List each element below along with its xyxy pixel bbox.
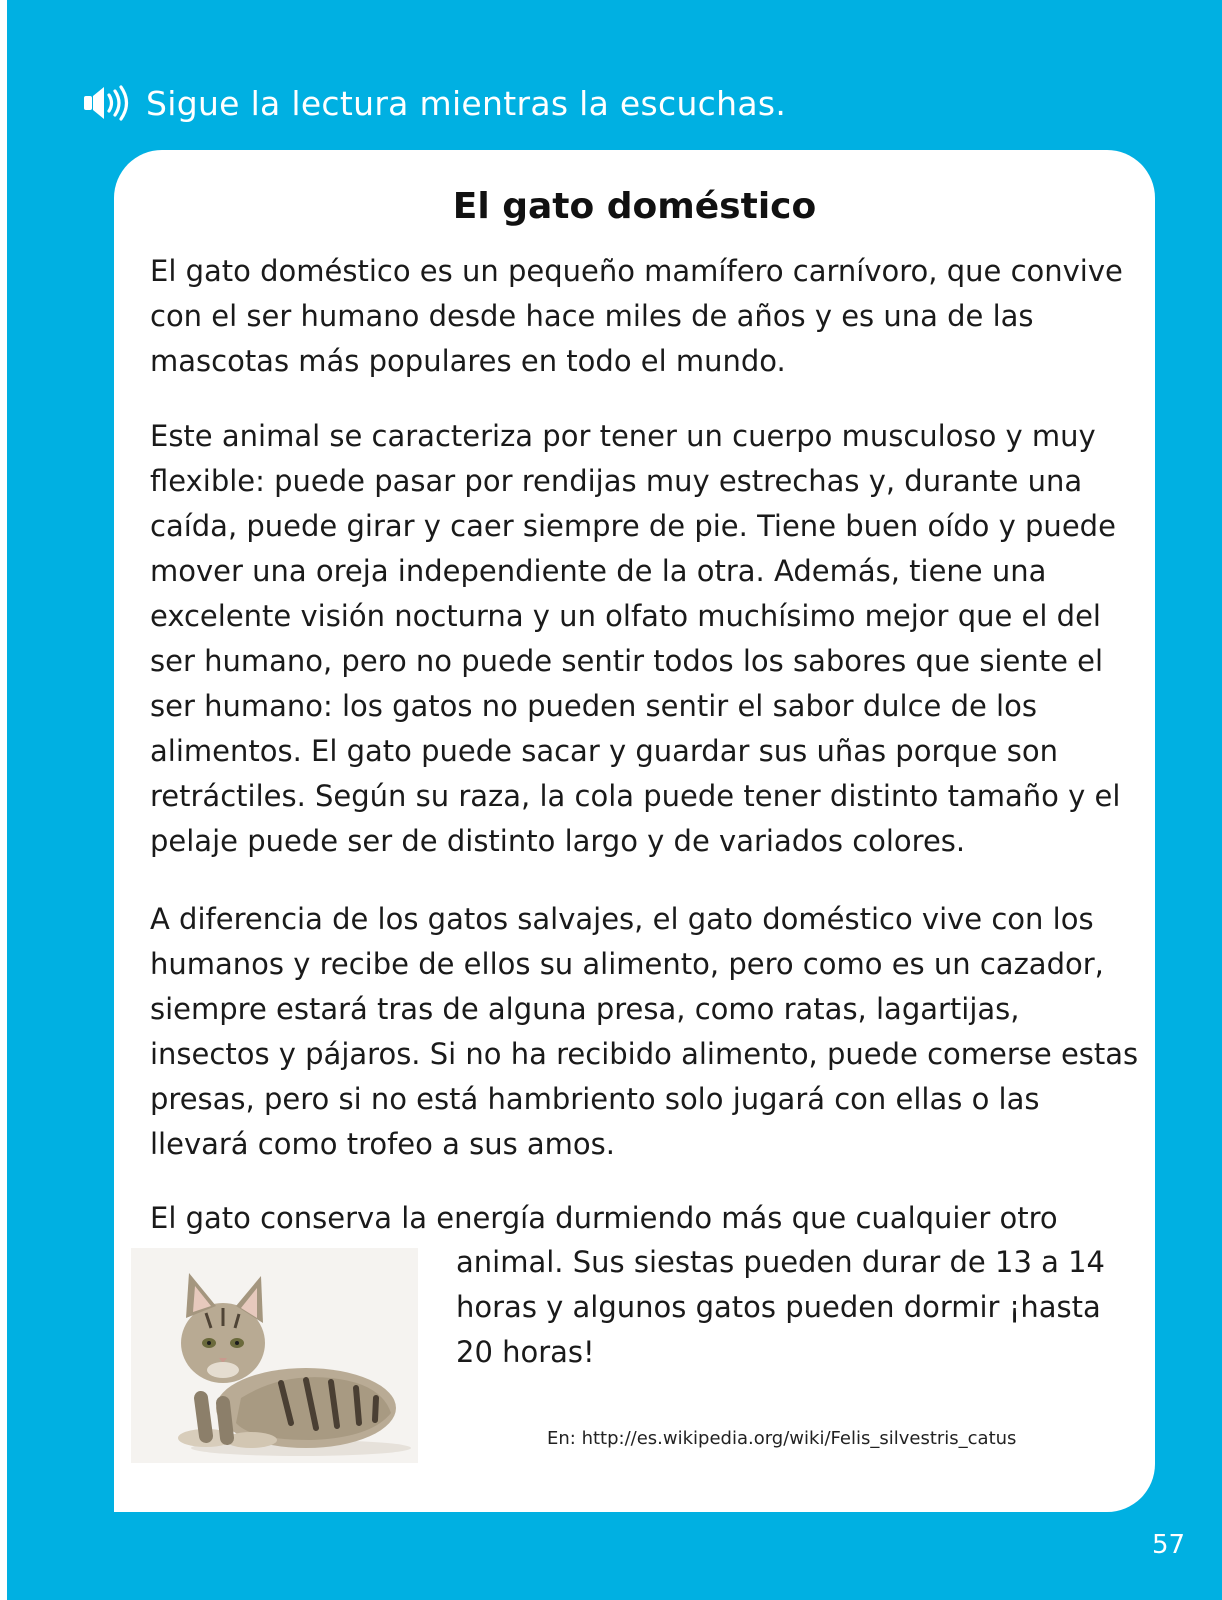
speaker-audio-icon[interactable] (82, 83, 134, 123)
paragraph-4-line-1: El gato conserva la energía durmiendo más que cualquier otro (150, 1201, 1058, 1235)
page-background (7, 0, 1222, 1600)
page-number: 57 (1152, 1530, 1186, 1560)
paragraph-2: Este animal se caracteriza por tener un cuerpo musculoso y muy flexible: puede pasar por rendijas muy estrechas y, durante una caída, puede girar y caer siempre de pie. Tiene buen oído y puede mover una oreja independiente de la otra. Además, tiene una excelente visión nocturna y un olfato muchísimo mejor que el del ser humano, pero no puede sentir todos los sabores que siente el ser humano: los gatos no pueden sentir el sabor dulce de los alimentos. El gato puede sacar y guardar sus uñas porque son retráctiles. Según su raza, la cola puede tener distinto tamaño y el pelaje puede ser de distinto largo y de variados colores. (150, 419, 1121, 858)
paragraph-3: A diferencia de los gatos salvajes, el gato doméstico vive con los humanos y recibe de ellos su alimento, pero como es un cazador, siempre estará tras de alguna presa, como ratas, lagartijas, insectos y pájaros. Si no ha recibido alimento, puede comerse estas presas, pero si no está hambriento solo jugará con ellas o las llevará como trofeo a sus amos. (150, 902, 1139, 1161)
article-title: El gato doméstico (452, 186, 817, 227)
paragraph-1: El gato doméstico es un pequeño mamífero carnívoro, que convive con el ser humano desde hace miles de años y es una de las mascotas más populares en todo el mundo. (150, 254, 1123, 378)
paragraph-4-continuation: animal. Sus siestas pueden durar de 13 a 14 horas y algunos gatos pueden dormir ¡hasta 20 horas! (456, 1245, 1106, 1369)
reading-card (114, 150, 1155, 1512)
listening-instruction: Sigue la lectura mientras la escuchas. (146, 83, 787, 123)
header (82, 78, 786, 128)
source-citation: En: http://es.wikipedia.org/wiki/Felis_silvestris_catus (547, 1428, 1017, 1449)
kitten-photo (131, 1248, 418, 1463)
